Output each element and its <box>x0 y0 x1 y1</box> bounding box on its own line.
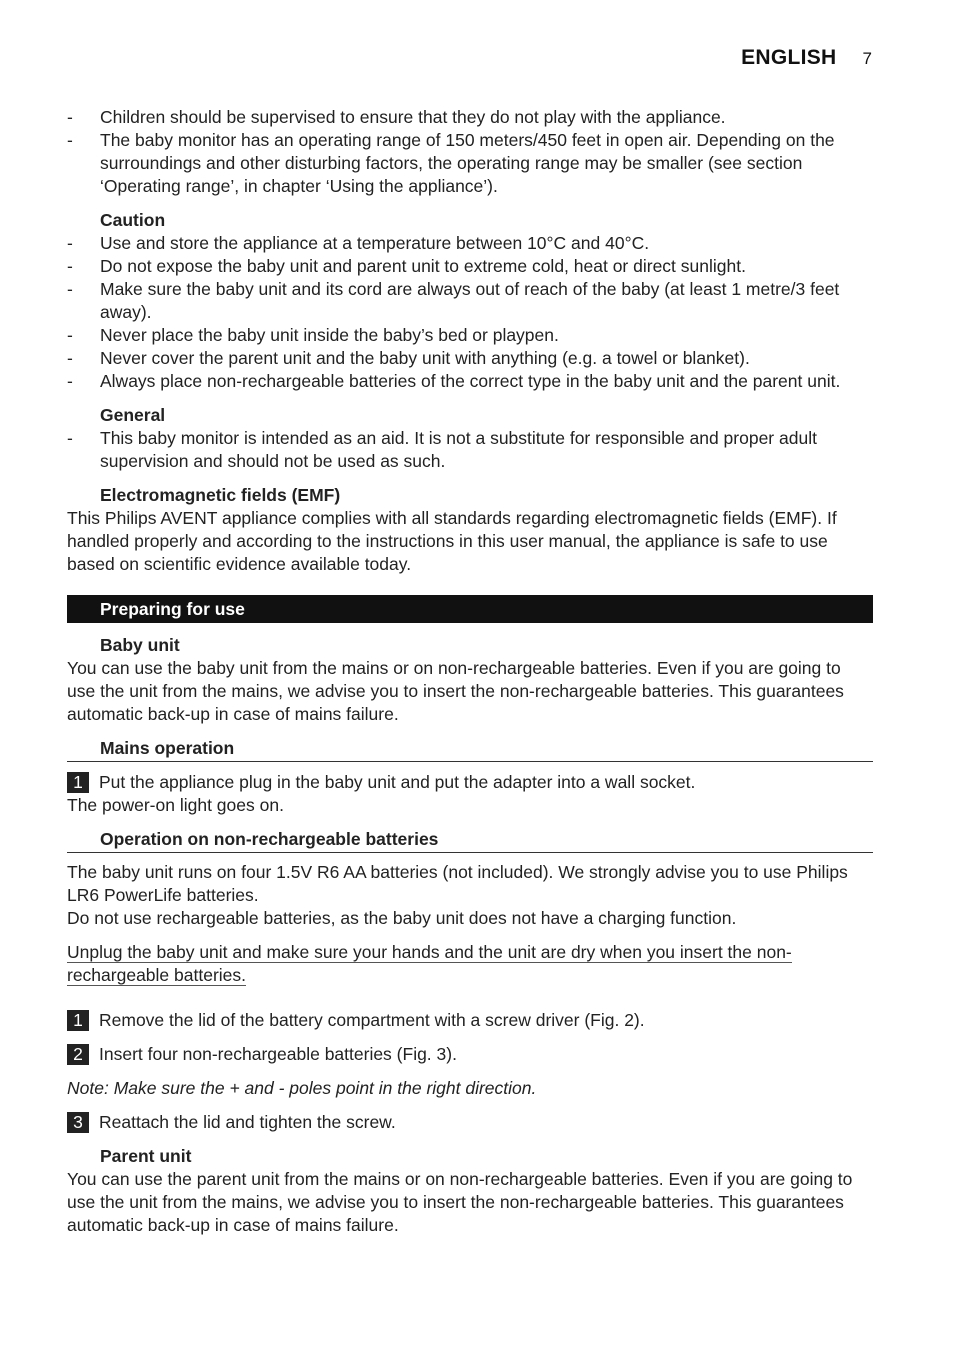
batteries-paragraph-1: The baby unit runs on four 1.5V R6 AA batteries (not included). We strongly advise you to use Philips LR6 PowerLife batteries. <box>67 862 848 905</box>
general-bullet-list <box>67 427 873 473</box>
step-number-badge: 3 <box>67 1112 89 1133</box>
batteries-heading: Operation on non-rechargeable batteries <box>67 828 873 853</box>
list-item: - Never place the baby unit inside the baby’s bed or playpen. <box>67 325 559 345</box>
caution-heading: Caution <box>100 210 166 230</box>
step-text: Put the appliance plug in the baby unit and put the adapter into a wall socket. <box>99 772 696 792</box>
list-item: - Do not expose the baby unit and parent unit to extreme cold, heat or direct sunlight. <box>67 256 746 276</box>
mains-step-1 <box>67 771 873 794</box>
step-text: Reattach the lid and tighten the screw. <box>99 1112 396 1132</box>
mains-result-text: The power-on light goes on. <box>67 795 284 815</box>
general-heading: General <box>100 405 166 425</box>
emf-heading: Electromagnetic fields (EMF) <box>100 485 341 505</box>
emf-paragraph: This Philips AVENT appliance complies with all standards regarding electromagnetic fields (EMF). If handled properly and according to the instructions in this user manual, the appliance is safe to use based on scientific evidence available today. <box>67 508 837 574</box>
intro-bullet-list <box>67 106 873 198</box>
list-item: - Make sure the baby unit and its cord are always out of reach of the baby (at least 1 metre/3 feet away). <box>67 279 840 322</box>
parent-unit-paragraph: You can use the parent unit from the mains or on non-rechargeable batteries. Even if you are going to use the unit from the mains, we advise you to insert the non-rechargeable batteries. This guarantees automatic back-up in case of mains failure. <box>67 1169 853 1235</box>
page-content <box>67 106 873 1237</box>
list-item: - This baby monitor is intended as an aid. It is not a substitute for responsible and proper adult supervision and should not be used as such. <box>67 428 817 471</box>
warning-text: Unplug the baby unit and make sure your hands and the unit are dry when you insert the non-rechargeable batteries. <box>67 942 792 985</box>
parent-unit-heading: Parent unit <box>100 1146 192 1166</box>
battery-step-3 <box>67 1111 873 1134</box>
step-text: Insert four non-rechargeable batteries (Fig. 3). <box>99 1044 457 1064</box>
caution-bullet-list <box>67 232 873 393</box>
battery-step-1 <box>67 1009 873 1032</box>
step-number-badge: 1 <box>67 772 89 793</box>
section-title-bar: Preparing for use <box>67 595 873 623</box>
step-text: Remove the lid of the battery compartment with a screw driver (Fig. 2). <box>99 1010 645 1030</box>
battery-step-2 <box>67 1043 873 1066</box>
list-item: - Always place non-rechargeable batteries of the correct type in the baby unit and the parent unit. <box>67 371 841 391</box>
mains-operation-heading: Mains operation <box>67 737 873 762</box>
page-header <box>741 46 872 70</box>
baby-unit-paragraph: You can use the baby unit from the mains or on non-rechargeable batteries. Even if you are going to use the unit from the mains, we advise you to insert the non-rechargeable batteries. This guarantees automatic back-up in case of mains failure. <box>67 658 844 724</box>
list-item: - Use and store the appliance at a temperature between 10°C and 40°C. <box>67 233 650 253</box>
baby-unit-heading: Baby unit <box>100 635 180 655</box>
batteries-paragraph-2: Do not use rechargeable batteries, as the baby unit does not have a charging function. <box>67 908 737 928</box>
list-item: - Never cover the parent unit and the baby unit with anything (e.g. a towel or blanket). <box>67 348 750 368</box>
note-text: Note: Make sure the + and - poles point in the right direction. <box>67 1078 537 1098</box>
header-language: ENGLISH <box>741 46 837 69</box>
page-number: 7 <box>862 49 872 68</box>
step-number-badge: 1 <box>67 1010 89 1031</box>
list-item: - Children should be supervised to ensure that they do not play with the appliance. <box>67 107 726 127</box>
warning-block <box>67 941 873 987</box>
list-item: - The baby monitor has an operating range of 150 meters/450 feet in open air. Depending on the surroundings and other disturbing factors, the operating range may be smaller (see section ‘Operating range’, in chapter ‘Using the appliance’). <box>67 130 835 196</box>
step-number-badge: 2 <box>67 1044 89 1065</box>
